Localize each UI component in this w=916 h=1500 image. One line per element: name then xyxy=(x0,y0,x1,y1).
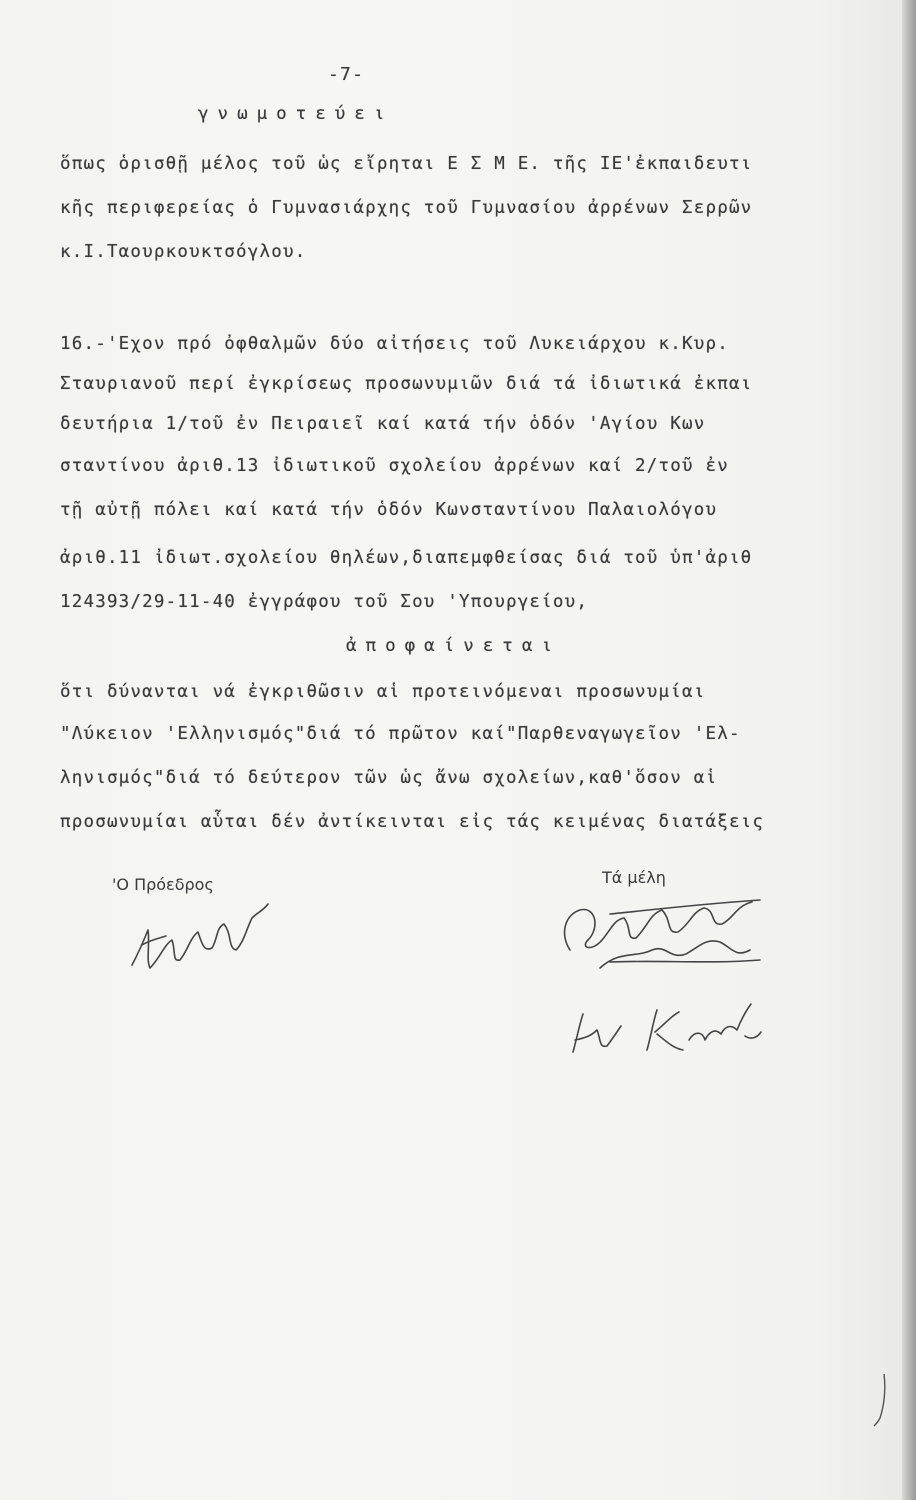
member-signature-2 xyxy=(555,990,775,1070)
member-signature-1 xyxy=(540,880,780,980)
president-label: 'Ο Πρόεδρος xyxy=(112,875,214,894)
edge-mark xyxy=(872,1370,892,1430)
heading-apofainetai: ἀποφαίνεται xyxy=(346,636,561,656)
decision-line-1: ὅτι δύνανται νά ἐγκριθῶσιν αἱ προτεινόμεναι προσωνυμίαι xyxy=(60,682,706,702)
paragraph-16-line-6: ἀριθ.11 ἰδιωτ.σχολείου θηλέων,διαπεμφθείσας διά τοῦ ὑπ'ἀριθ xyxy=(60,548,753,568)
paragraph-16-line-4: σταντίνου ἀριθ.13 ἰδιωτικοῦ σχολείου ἀρρένων καί 2/τοῦ ἐν xyxy=(60,456,729,476)
heading-gnomoteyei: γνωμοτεύει xyxy=(198,104,394,124)
decision-line-4: προσωνυμίαι αὗται δέν ἀντίκεινται εἰς τάς κειμένας διατάξεις xyxy=(60,812,765,832)
text-line-1: ὅπως ὁρισθῇ μέλος τοῦ ὡς εἴρηται Ε Σ Μ Ε. τῆς ΙΕ'ἐκπαιδευτι xyxy=(60,154,753,174)
paragraph-16-line-1: 16.-'Εχον πρό ὀφθαλμῶν δύο αἰτήσεις τοῦ Λυκειάρχου κ.Κυρ. xyxy=(60,334,729,354)
paragraph-16-line-7: 124393/29-11-40 ἐγγράφου τοῦ Σου 'Υπουργείου, xyxy=(60,592,589,612)
page-number: -7- xyxy=(328,64,365,85)
decision-line-2: "Λύκειον 'Ελληνισμός"διά τό πρῶτον καί"Παρθεναγωγεῖον 'Ελ- xyxy=(60,724,741,744)
decision-line-3: ληνισμός"διά τό δεύτερον τῶν ὡς ἄνω σχολείων,καθ'ὅσον αἱ xyxy=(60,768,718,788)
text-line-2: κῆς περιφερείας ὁ Γυμνασιάρχης τοῦ Γυμνασίου ἀρρένων Σερρῶν xyxy=(60,198,753,218)
paragraph-16-line-5: τῇ αὐτῇ πόλει καί κατά τήν ὁδόν Κωνσταντίνου Παλαιολόγου xyxy=(60,500,718,520)
paragraph-16-line-3: δευτήρια 1/τοῦ ἐν Πειραιεῖ καί κατά τήν ὁδόν 'Αγίου Κων xyxy=(60,414,706,434)
text-line-3: κ.Ι.Ταουρκουκτσόγλου. xyxy=(60,242,307,262)
members-label: Τά μέλη xyxy=(602,868,666,887)
page-edge-shadow xyxy=(902,0,916,1500)
paragraph-16-line-2: Σταυριανοῦ περί ἐγκρίσεως προσωνυμιῶν διά τά ἰδιωτικά ἐκπαι xyxy=(60,374,753,394)
president-signature xyxy=(120,890,290,980)
